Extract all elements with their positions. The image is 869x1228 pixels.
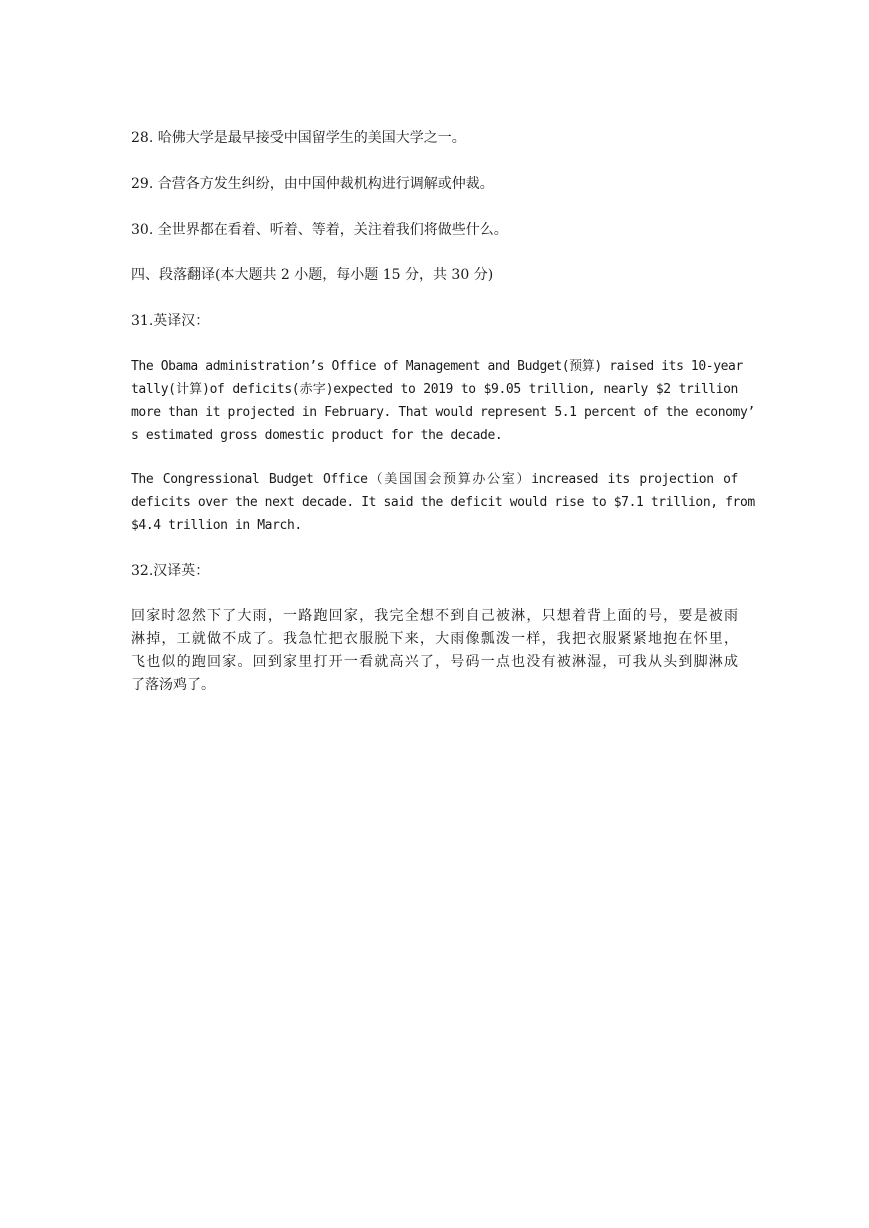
- question-32-paragraph: [131, 605, 738, 697]
- paragraph-line: The Congressional Budget Office（美国国会预算办公室）increased its projection of: [131, 472, 738, 487]
- paragraph-line: $4.4 trillion in March.: [131, 518, 302, 533]
- question-28: 28. 哈佛大学是最早接受中国留学生的美国大学之一。: [131, 130, 466, 146]
- question-32-label: 32.汉译英：: [131, 563, 210, 579]
- paragraph-line: 淋掉，工就做不成了。我急忙把衣服脱下来，大雨像瓢泼一样，我把衣服紧紧地抱在怀里，: [131, 631, 738, 647]
- question-31-label: 31.英译汉：: [131, 313, 210, 329]
- paragraph-line: tally(计算)of deficits(赤字)expected to 2019 to $9.05 trillion, nearly $2 trillion: [131, 382, 738, 397]
- question-31-paragraph-2: [131, 468, 755, 537]
- paragraph-line: 飞也似的跑回家。回到家里打开一看就高兴了，号码一点也没有被淋湿，可我从头到脚淋成: [131, 654, 738, 670]
- question-29: 29. 合营各方发生纠纷，由中国仲裁机构进行调解或仲裁。: [131, 176, 494, 192]
- section-heading: 四、段落翻译(本大题共 2 小题，每小题 15 分，共 30 分): [131, 267, 494, 283]
- paragraph-line: more than it projected in February. That would represent 5.1 percent of the economy’: [131, 405, 755, 420]
- question-31-paragraph-1: [131, 355, 755, 447]
- question-30: 30. 全世界都在看着、听着、等着，关注着我们将做些什么。: [131, 222, 508, 238]
- paragraph-line: The Obama administration’s Office of Management and Budget(预算) raised its 10-year: [131, 359, 743, 374]
- paragraph-line: s estimated gross domestic product for the decade.: [131, 428, 503, 443]
- paragraph-line: deficits over the next decade. It said the deficit would rise to $7.1 trillion, from: [131, 495, 755, 510]
- paragraph-line: 回家时忽然下了大雨，一路跑回家，我完全想不到自己被淋，只想着背上面的号，要是被雨: [131, 608, 738, 624]
- paragraph-line: 了落汤鸡了。: [131, 677, 215, 693]
